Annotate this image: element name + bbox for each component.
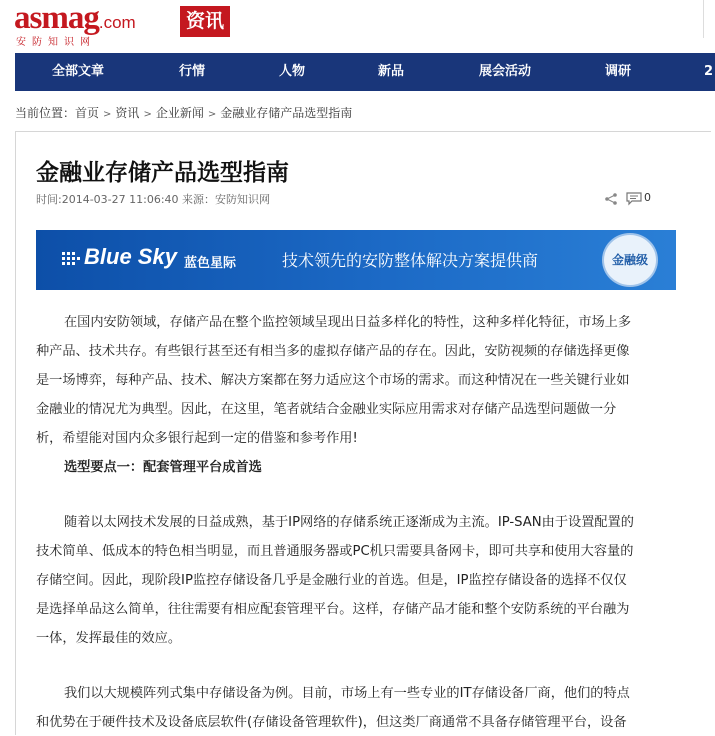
breadcrumb-separator: > — [143, 109, 152, 120]
paragraph-line: 析，希望能对国内众多银行起到一定的借鉴和参考作用! — [36, 431, 358, 446]
banner-brand-cn: 蓝色星际 — [184, 256, 237, 271]
nav-item-new-products[interactable]: 新品 — [378, 64, 405, 79]
paragraph-line: 我们以大规模阵列式集中存储设备为例。目前，市场上有一些专业的IT存储设备厂商，他们的特点 — [64, 686, 630, 701]
channel-badge[interactable]: 资讯 — [180, 6, 230, 37]
banner-ad[interactable] — [36, 230, 676, 290]
seal-text: 金融级 — [611, 253, 648, 267]
paragraph-line: 随着以太网技术发展的日益成熟，基于IP网络的存储系统正逐渐成为主流。IP-SAN由于设置配置的 — [64, 515, 634, 530]
site-header — [0, 0, 711, 50]
paragraph-line: 和优势在于硬件技术及设备底层软件(存储设备管理软件)，但这类厂商通常不具备存储管理平台，设备 — [36, 715, 627, 730]
header-divider — [703, 0, 711, 38]
paragraph-line: 金融业的情况尤为典型。因此，在这里，笔者就结合金融业实际应用需求对存储产品选型问题做一分 — [36, 402, 617, 417]
banner-brand: Blue Sky — [84, 244, 177, 269]
nav-item-all-articles[interactable]: 全部文章 — [52, 64, 105, 79]
breadcrumb-separator: > — [207, 109, 217, 120]
logo-subtitle: 安防知识网 — [16, 37, 96, 48]
paragraph-line: 种产品、技术共存。有些银行甚至还有相当多的虚拟存储产品的存在。因此，安防视频的存储选择更像 — [36, 344, 630, 359]
paragraph-line: 技术简单、低成本的特色相当明显，而且普通服务器或PC机只需要具备网卡，即可共享和使用大容量的 — [36, 544, 634, 559]
financial-grade-seal — [602, 233, 658, 287]
brand-logo-icon — [62, 252, 80, 266]
nav-item-more[interactable]: 2 — [704, 64, 714, 79]
logo-text: asmag — [14, 0, 99, 36]
paragraph-line: 在国内安防领域，存储产品在整个监控领域呈现出日益多样化的特性，这种多样化特征，市场上多 — [64, 315, 632, 330]
logo-dotcom: .com — [98, 13, 136, 32]
main-nav — [15, 53, 715, 91]
nav-item-exhibitions[interactable]: 展会活动 — [479, 64, 532, 79]
breadcrumb-home[interactable]: 首页 — [75, 106, 100, 120]
paragraph-line: 存储空间。因此，现阶段IP监控存储设备几乎是金融行业的首选。但是，IP监控存储设备的选择不仅仅 — [36, 573, 627, 588]
breadcrumb-label: 当前位置： — [15, 106, 76, 120]
nav-item-research[interactable]: 调研 — [605, 64, 632, 79]
breadcrumb — [15, 104, 352, 122]
article-title: 金融业存储产品选型指南 — [36, 160, 289, 186]
share-icon[interactable] — [604, 193, 618, 205]
breadcrumb-separator: > — [103, 109, 112, 120]
article-meta: 时间:2014-03-27 11:06:40 来源：安防知识网 — [36, 193, 271, 206]
nav-item-market[interactable]: 行情 — [179, 64, 206, 79]
banner-slogan: 技术领先的安防整体解决方案提供商 — [282, 251, 539, 270]
breadcrumb-current: 金融业存储产品选型指南 — [220, 106, 353, 120]
section-heading: 选型要点一：配套管理平台成首选 — [64, 460, 262, 475]
breadcrumb-company-news[interactable]: 企业新闻 — [155, 106, 204, 120]
paragraph-line: 一体，发挥最佳的效应。 — [36, 631, 182, 646]
comment-icon[interactable] — [626, 192, 642, 205]
breadcrumb-news[interactable]: 资讯 — [115, 106, 140, 120]
paragraph-line: 是选择单品这么简单，往往需要有相应配套管理平台。这样，存储产品才能和整个安防系统的平台融为 — [36, 602, 630, 617]
comment-count[interactable]: 0 — [644, 191, 651, 204]
paragraph-line: 是一场博弈，每种产品、技术、解决方案都在努力适应这个市场的需求。而这种情况在一些关键行业如 — [36, 373, 630, 388]
nav-item-people[interactable]: 人物 — [279, 64, 306, 79]
